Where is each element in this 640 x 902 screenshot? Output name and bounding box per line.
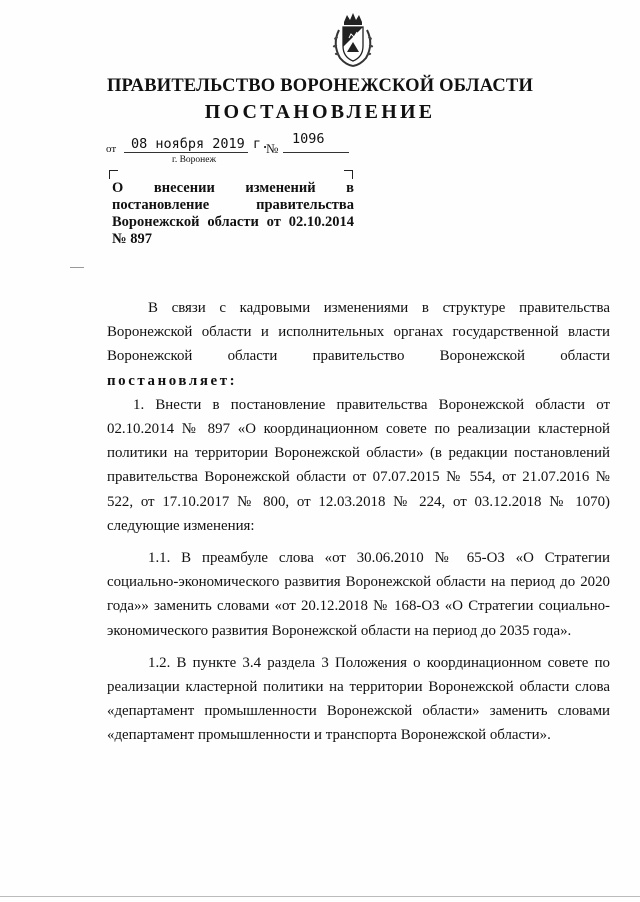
- document-number: 1096: [292, 131, 325, 147]
- item-1-paragraph: 1. Внести в постановление правительства Воронежской области от 02.10.2014 № 897 «О координационном совете по реализации кластерной политики на территории Воронежской области» (в редакции постановлений правительства Воронежской области от 07.07.2015 № 554, от 21.07.2016 № 522, от 17.10.2017 № 800, от 12.03.2018 № 224, от 03.12.2018 № 1070) следующие изменения:: [107, 396, 610, 534]
- date-underline: [124, 152, 248, 153]
- subject-text: О внесении изменений в постановление правительства Воронежской области от 02.10.2014: [112, 180, 354, 230]
- margin-mark: [70, 267, 84, 268]
- subject-bracket-left: [109, 170, 118, 179]
- subject-number: № 897: [112, 231, 152, 247]
- date-prefix: от: [106, 143, 117, 155]
- preamble-paragraph: В связи с кадровыми изменениями в структуре правительства Воронежской области и исполнительных органах государственной власти Воронежской области правительство Воронежской области: [107, 300, 610, 365]
- number-underline: [283, 152, 349, 153]
- document-subject: [112, 180, 354, 248]
- decree-word: постановляет:: [107, 372, 238, 389]
- government-title: ПРАВИТЕЛЬСТВО ВОРОНЕЖСКОЙ ОБЛАСТИ: [106, 76, 534, 96]
- page-bottom-rule: [0, 896, 640, 897]
- city-label: г. Воронеж: [172, 155, 217, 165]
- item-1-1-paragraph: 1.1. В преамбуле слова «от 30.06.2010 № 65-ОЗ «О Стратегии социально-экономического развития Воронежской области на период до 2020 года»» заменить словами «от 20.12.2018 № 168-ОЗ «О Стратегии социально-экономического развития Воронежской области на период до 2035 года».: [107, 550, 610, 639]
- document-type-title: ПОСТАНОВЛЕНИЕ: [204, 101, 436, 123]
- document-body: [107, 296, 610, 748]
- number-sign: №: [266, 141, 279, 156]
- document-date: 08 ноября 2019 г.: [131, 136, 270, 152]
- coat-of-arms-icon: [330, 12, 376, 68]
- subject-bracket-right: [344, 170, 353, 179]
- item-1-2-paragraph: 1.2. В пункте 3.4 раздела 3 Положения о координационном совете по реализации кластерной политики на территории Воронежской области слова «департамент промышленности Воронежской области» заменить словами «департамент промышленности и транспорта Воронежской области».: [107, 654, 610, 744]
